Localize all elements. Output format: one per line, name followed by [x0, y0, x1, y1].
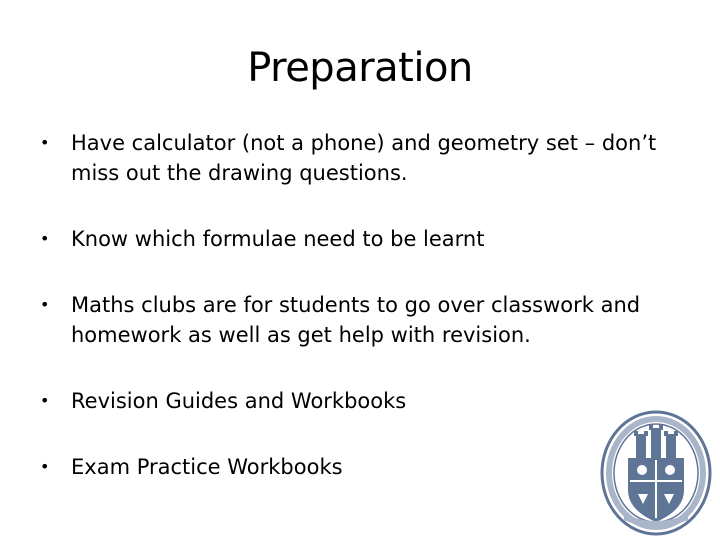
bullet-text: Have calculator (not a phone) and geometry set – don’t miss out the drawing questions.	[71, 131, 657, 185]
bullet-text: Exam Practice Workbooks	[71, 455, 343, 479]
bullet-item	[40, 128, 680, 188]
bullet-marker: •	[40, 295, 50, 314]
bullet-item	[40, 452, 680, 482]
bullet-item	[40, 290, 680, 350]
bullet-marker: •	[40, 391, 50, 410]
bullet-item	[40, 224, 680, 254]
bullet-text: Maths clubs are for students to go over classwork and homework as well as get help with revision.	[71, 293, 641, 347]
school-crest-icon	[600, 410, 712, 536]
bullet-marker: •	[40, 457, 50, 476]
bullet-marker: •	[40, 229, 50, 248]
bullet-text: Revision Guides and Workbooks	[71, 389, 407, 413]
bullet-marker: •	[40, 133, 50, 152]
bullet-list	[40, 128, 680, 482]
slide-title: Preparation	[247, 45, 473, 91]
bullet-item	[40, 386, 680, 416]
bullet-text: Know which formulae need to be learnt	[71, 227, 485, 251]
